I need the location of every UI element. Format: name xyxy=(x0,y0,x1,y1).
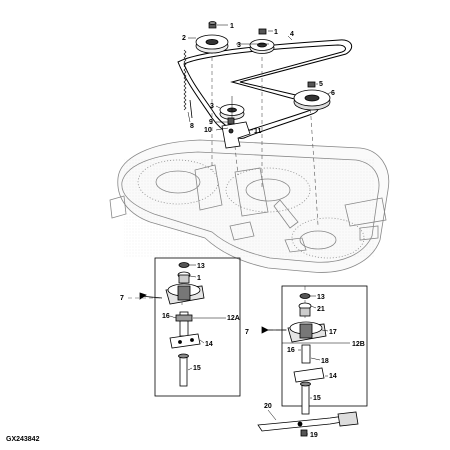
callout-18: 18 xyxy=(321,358,329,365)
callout-17: 17 xyxy=(329,329,337,336)
callout-15a: 15 xyxy=(193,365,201,372)
callout-19: 19 xyxy=(310,432,318,439)
spindle-pulley-6 xyxy=(294,82,330,110)
callout-2: 2 xyxy=(182,35,186,42)
callout-3a: 3 xyxy=(237,42,241,49)
callout-12b: 12B xyxy=(352,341,365,348)
callout-13b: 13 xyxy=(317,294,325,301)
deck-texture xyxy=(124,158,374,258)
callout-16b: 16 xyxy=(287,347,295,354)
callout-8: 8 xyxy=(190,123,194,130)
callout-4: 4 xyxy=(290,31,294,38)
callout-20: 20 xyxy=(264,403,272,410)
callout-13a: 13 xyxy=(197,263,205,270)
callout-16a: 16 xyxy=(162,313,170,320)
idler-pulley-2 xyxy=(196,35,228,53)
figure-id: GX243842 xyxy=(6,436,40,443)
callout-3b: 3 xyxy=(210,103,214,110)
spring-8 xyxy=(184,50,192,118)
callout-9: 9 xyxy=(209,119,213,126)
callout-7b: 7 xyxy=(245,329,249,336)
callout-1b: 1 xyxy=(274,29,278,36)
callout-1c: 1 xyxy=(197,275,201,282)
drive-belt xyxy=(178,40,352,138)
callout-14b: 14 xyxy=(329,373,337,380)
callout-5: 5 xyxy=(319,81,323,88)
callout-6: 6 xyxy=(331,90,335,97)
idler-pulley-3a xyxy=(250,29,274,54)
callout-21: 21 xyxy=(317,306,325,313)
blade-20 xyxy=(258,412,358,436)
spindle-assembly-12a xyxy=(140,258,240,396)
callout-10: 10 xyxy=(204,127,212,134)
callout-15b: 15 xyxy=(313,395,321,402)
callout-7a: 7 xyxy=(120,295,124,302)
callout-14a: 14 xyxy=(205,341,213,348)
nut-1 xyxy=(209,22,216,29)
callout-11: 11 xyxy=(254,128,262,135)
callout-1a: 1 xyxy=(230,23,234,30)
callout-12a: 12A xyxy=(227,315,240,322)
